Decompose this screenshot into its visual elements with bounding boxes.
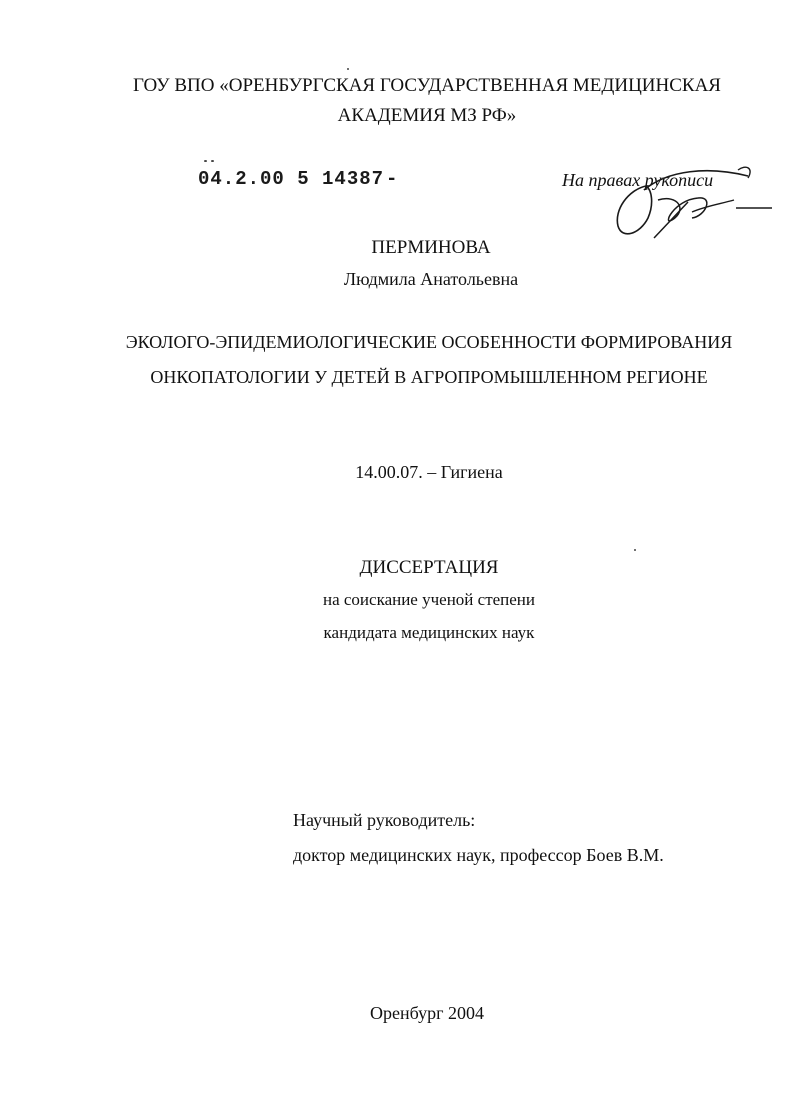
institution-line-1: ГОУ ВПО «ОРЕНБУРГСКАЯ ГОСУДАРСТВЕННАЯ МЕДИЦИНСКАЯ	[133, 75, 721, 96]
degree-line-2: кандидата медицинских наук	[323, 623, 535, 642]
document-number: 04.2.00 5 14387	[198, 168, 385, 190]
institution-line-2: АКАДЕМИЯ МЗ РФ»	[337, 105, 517, 126]
stamp-dash-mark: -	[386, 168, 399, 190]
author-given-names: Людмила Анатольевна	[343, 269, 519, 289]
document-number-stamp	[198, 168, 398, 190]
specialty-code: 14.00.07. – Гигиена	[355, 462, 503, 482]
handwritten-signature	[588, 160, 778, 244]
scan-speck	[211, 160, 214, 162]
thesis-title-line-2: ОНКОПАТОЛОГИИ У ДЕТЕЙ В АГРОПРОМЫШЛЕННОМ РЕГИОНЕ	[150, 367, 708, 387]
supervisor-name: доктор медицинских наук, профессор Боев В.М.	[293, 845, 664, 865]
degree-line-1: на соискание ученой степени	[322, 590, 536, 609]
city-year: Оренбург 2004	[370, 1003, 484, 1023]
author-surname: ПЕРМИНОВА	[371, 237, 491, 258]
scan-speck	[634, 549, 636, 551]
scan-speck	[204, 160, 207, 162]
thesis-title-line-1: ЭКОЛОГО-ЭПИДЕМИОЛОГИЧЕСКИЕ ОСОБЕННОСТИ ФОРМИРОВАНИЯ	[125, 332, 733, 352]
scan-speck	[347, 68, 349, 70]
supervisor-label: Научный руководитель:	[293, 810, 476, 830]
document-type: ДИССЕРТАЦИЯ	[359, 557, 499, 578]
rights-note: На правах рукописи	[562, 170, 714, 190]
